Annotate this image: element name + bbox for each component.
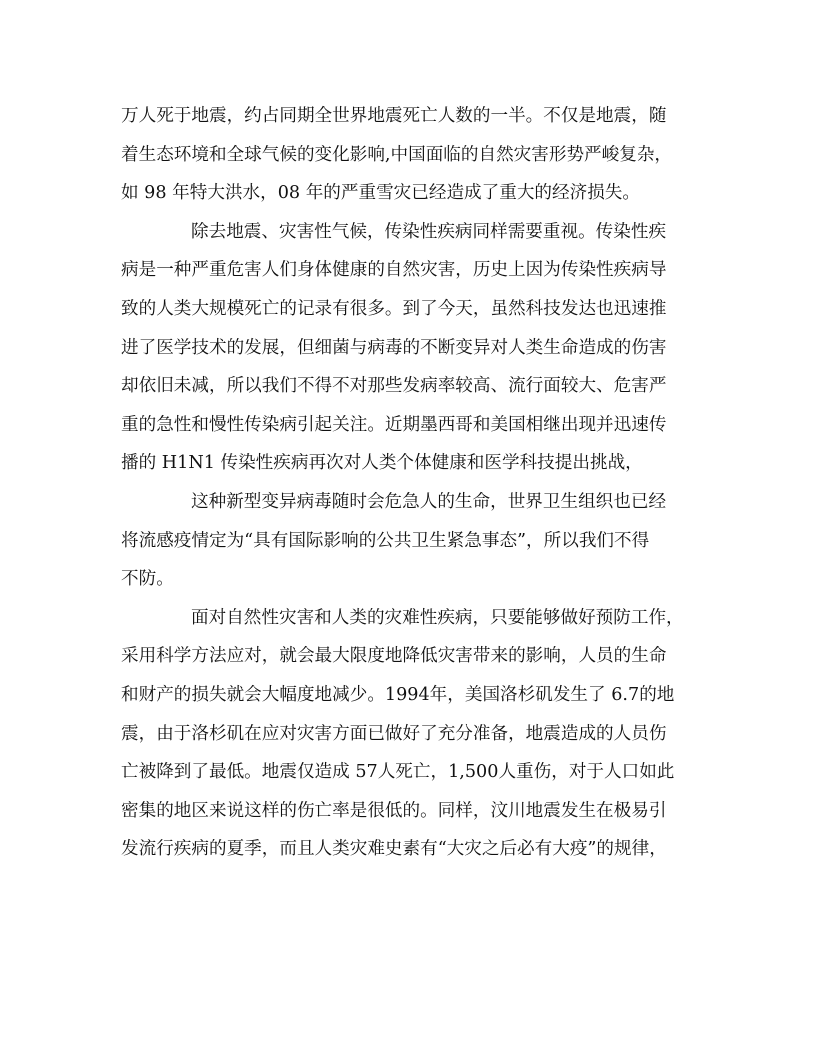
text-line: 和财产的损失就会大幅度地减少。1994年，美国洛杉矶发生了 6.7的地 [121,684,675,705]
text-line: 播的 H1N1 传染性疾病再次对人类个体健康和医学科技提出挑战， [121,453,643,474]
text-line: 着生态环境和全球气候的变化影响,中国面临的自然灾害形势严峻复杂， [121,144,673,165]
text-line: 进了医学技术的发展，但细菌与病毒的不断变异对人类生命造成的伤害 [121,337,667,358]
paragraph-first-line: 除去地震、灾害性气候，传染性疾病同样需要重视。传染性疾 [191,221,667,242]
text-line: 采用科学方法应对，就会最大限度地降低灾害带来的影响，人员的生命 [121,646,667,667]
paragraph-first-line: 这种新型变异病毒随时会危急人的生命，世界卫生组织也已经 [191,491,667,512]
text-line: 病是一种严重危害人们身体健康的自然灾害，历史上因为传染性疾病导 [121,260,667,281]
text-line: 发流行疾病的夏季，而且人类灾难史素有“大灾之后必有大疫”的规律， [121,839,667,860]
text-line: 将流感疫情定为“具有国际影响的公共卫生紧急事态”，所以我们不得 [121,530,650,551]
text-line: 不防。 [121,569,174,590]
text-line: 却依旧未减，所以我们不得不对那些发病率较高、流行面较大、危害严 [121,376,667,397]
text-line: 震，由于洛杉矶在应对灾害方面已做好了充分准备，地震造成的人员伤 [121,723,667,744]
body-text [121,97,701,869]
text-line: 万人死于地震，约占同期全世界地震死亡人数的一半。不仅是地震，随 [121,106,667,126]
text-line: 如 98 年特大洪水，08 年的严重雪灾已经造成了重大的经济损失。 [121,183,640,204]
text-line: 亡被降到了最低。地震仅造成 57人死亡，1,500人重伤，对于人口如此 [121,762,675,783]
text-line: 密集的地区来说这样的伤亡率是很低的。同样，汶川地震发生在极易引 [121,800,667,821]
paragraph-first-line: 面对自然性灾害和人类的灾难性疾病，只要能够做好预防工作， [191,607,684,628]
text-line: 致的人类大规模死亡的记录有很多。到了今天，虽然科技发达也迅速推 [121,298,667,319]
text-line: 重的急性和慢性传染病引起关注。近期墨西哥和美国相继出现并迅速传 [121,414,667,435]
